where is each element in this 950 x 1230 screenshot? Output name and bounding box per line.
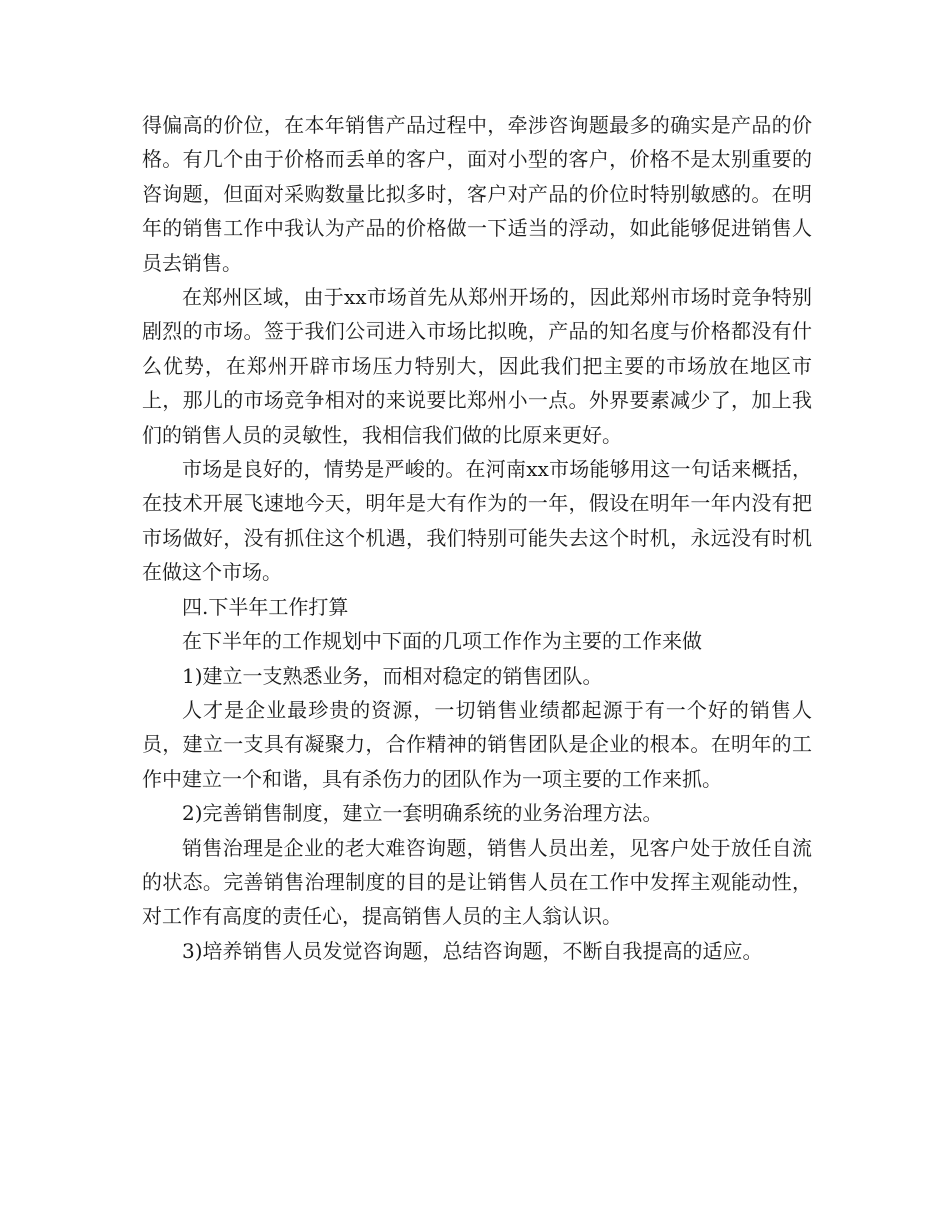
- paragraph-sales-management: 销售治理是企业的老大难咨询题，销售人员出差，见客户处于放任自流的状态。完善销售治理制度的目的是让销售人员在工作中发挥主观能动性，对工作有高度的责任心，提高销售人员的主人翁认识。: [142, 835, 812, 929]
- list-item-3-heading: 3)培养销售人员发觉咨询题，总结咨询题，不断自我提高的适应。: [182, 938, 763, 963]
- paragraph-talent: 人才是企业最珍贵的资源，一切销售业绩都起源于有一个好的销售人员，建立一支具有凝聚力，合作精神的销售团队是企业的根本。在明年的工作中建立一个和谐，具有杀伤力的团队作为一项主要的工作来抓。: [142, 697, 812, 791]
- paragraph-plan-intro: 在下半年的工作规划中下面的几项工作作为主要的工作来做: [182, 629, 702, 654]
- document-body: [142, 108, 812, 968]
- list-item-2-heading: 2)完善销售制度，建立一套明确系统的业务治理方法。: [182, 801, 663, 826]
- paragraph-price-continuation: 得偏高的价位，在本年销售产品过程中，牵涉咨询题最多的确实是产品的价格。有几个由于价格而丢单的客户，面对小型的客户，价格不是太别重要的咨询题，但面对采购数量比拟多时，客户对产品的价位时特别敏感的。在明年的销售工作中我认为产品的价格做一下适当的浮动，如此能够促进销售人员去销售。: [142, 113, 812, 275]
- paragraph-zhengzhou-market: 在郑州区域，由于xx市场首先从郑州开场的，因此郑州市场时竞争特别剧烈的市场。签于我们公司进入市场比拟晚，产品的知名度与价格都没有什么优势，在郑州开辟市场压力特别大，因此我们把主要的市场放在地区市上，那儿的市场竞争相对的来说要比郑州小一点。外界要素减少了，加上我们的销售人员的灵敏性，我相信我们做的比原来更好。: [142, 285, 812, 447]
- section-heading-plan: 四.下半年工作打算: [182, 594, 349, 619]
- paragraph-market-outlook: 市场是良好的，情势是严峻的。在河南xx市场能够用这一句话来概括，在技术开展飞速地今天，明年是大有作为的一年，假设在明年一年内没有把市场做好，没有抓住这个机遇，我们特别可能失去这个时机，永远没有时机在做这个市场。: [142, 457, 812, 585]
- list-item-1-heading: 1)建立一支熟悉业务，而相对稳定的销售团队。: [182, 663, 603, 688]
